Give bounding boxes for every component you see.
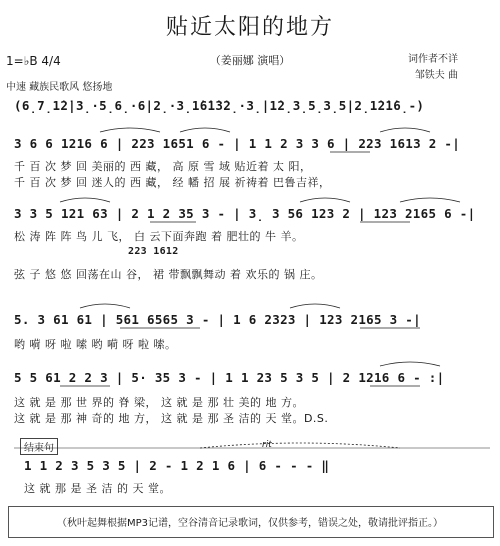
rit-marking: rit bbox=[262, 440, 272, 450]
lyric-line-3b: 弦 子 悠 悠 回荡在山 谷， 裙 带飘飘舞动 着 欢乐的 锅 庄。 bbox=[14, 268, 323, 281]
key-signature: 1=♭B 4/4 bbox=[6, 54, 61, 68]
lyric-line-5b: 这 就 是 那 神 奇的 地 方， 这 就 是 那 圣 洁的 天 堂。D.S. bbox=[14, 412, 329, 425]
footer-note: （秋叶起舞根据MP3记谱，空谷清音记录歌词，仅供参考，错误之处，敬请批评指正。） bbox=[56, 518, 444, 529]
score-line-2-notes: 3 6 6 1216 6 | 223 1651 6 - | 1 1 2 3 3 6 | 223 1613 2 -| bbox=[14, 136, 461, 151]
score-line-6-notes: 1 1 2 3 5 3 5 | 2 - 1 2 1 6 | 6 - - - ‖ bbox=[24, 458, 330, 473]
alt-notes: 223 1612 bbox=[128, 246, 179, 257]
tempo-marking: 中速 藏族民歌风 悠扬地 bbox=[6, 82, 113, 93]
score-line-4-notes: 5. 3 61 61 | 561 6565 3 - | 1 6 2323 | 123 2165 3 -| bbox=[14, 312, 421, 327]
composer-credit: 邹铁夫 曲 bbox=[414, 70, 458, 81]
score-line-3-notes: 3 3 5 121 63 | 2 1 2 35 3 - | 3̣ 3 56 123 2 | 123 2165 6 -| bbox=[14, 206, 476, 221]
lyricist-credit: 词作者不详 bbox=[408, 54, 458, 65]
lyric-line-4a: 哟 嗬 呀 啦 嗦 哟 嗬 呀 啦 嗦。 bbox=[14, 338, 177, 351]
page-title: 贴近太阳的地方 bbox=[165, 15, 334, 40]
lyric-line-2a: 千 百 次 梦 回 美丽的 西 藏， 高 原 雪 域 贴近着 太 阳， bbox=[14, 160, 312, 173]
ending-label: 结束句 bbox=[20, 438, 58, 455]
lyric-line-3a: 松 涛 阵 阵 鸟 儿 飞， 白 云下面奔跑 着 肥壮的 牛 羊。 bbox=[14, 230, 304, 243]
lyric-line-6a: 这 就 那 是 圣 洁 的 天 堂。 bbox=[24, 482, 171, 495]
lyric-line-2b: 千 百 次 梦 回 迷人的 西 藏， 经 幡 招 展 祈祷着 巴鲁吉祥， bbox=[14, 176, 331, 189]
lyric-line-5a: 这 就 是 那 世 界的 脊 梁， 这 就 是 那 壮 美的 地 方。 bbox=[14, 396, 304, 409]
score-line-5-notes: 5 5 61 2 2 3 | 5· 35 3 - | 1 1 23 5 3 5 | 2 1216 6 - :| bbox=[14, 370, 445, 385]
score-line-1-notes: (6̣7̣1̇2̇|3̣·5̣6̣·6|2̣·3̣1̇6̇1̇3̇2̣·3̣|1̇2̣3̣5̣3̣5|2̣1̇2̇1̇6̣-) bbox=[14, 98, 425, 113]
singer-credit: （姜丽娜 演唱） bbox=[209, 54, 291, 67]
